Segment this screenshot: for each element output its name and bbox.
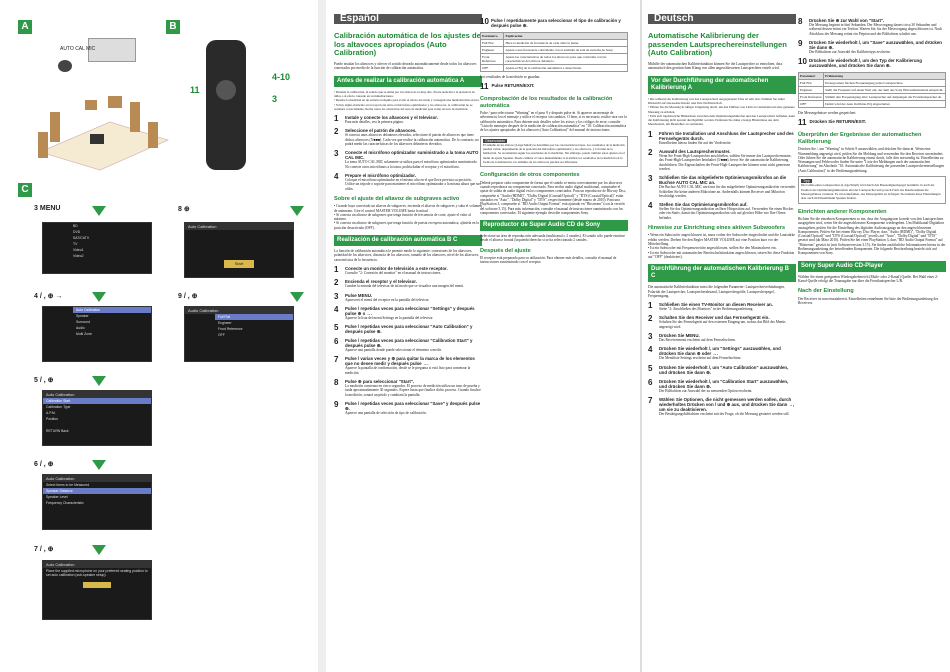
- check-results-heading: Comprobación de los resultados de la calibración automática: [480, 96, 613, 109]
- section-bar-perform: Realización de calibración automática B C: [334, 235, 482, 246]
- step-item: 2 Encienda el receptor y el televisor. Cambie la entrada del televisor de tal modo que se visualice una imagen del menú.: [334, 278, 464, 289]
- perform-text: La función de calibración automática le permite medir lo siguiente: conexiones de los altavoces, polaridad de los altavoces, distancia de los altavoces, tamaño de los altavoces, nivel de los altavoces, característica de la frecuencia.: [334, 249, 479, 262]
- other-components-text: Deberá preparar cada componente de forma que el sonido se emita correctamente por los altavoces cuando reproduzca un componente conectado. Para recibir audio digital multicanal, compruebe el ajuste de salida de audio digital en los componentes conectados. Para un reproductor de Blu-ray Disc, compruebe si "Audio (HDMI)", "Dolby Digital (Coaxial/Optical)" y "DTS (Coaxial/Optical)" están ajustados en "Auto", "Dolby Digital" y "DTS", respectivamente (desde marzo de 2010). Para una PlayStation 3, compruebe si "BD Audio Output Format" está ajustado en "Bitstream" (con la versión del software 3.15). Para más información, consulte el manual de instrucciones suministrado con los componentes conectados. El siguiente ejemplo describe componentes Sony.: [480, 180, 627, 215]
- section-title: Automatische Kalibrierung der passenden Lautsprechereinstellungen (Auto Calibration): [648, 31, 787, 58]
- check-results-heading: Überprüfen der Ergebnisse der automatischen Kalibrierung: [798, 132, 922, 145]
- step-item: 4 Drücken Sie wiederholt /, um "Settings" auszuwählen, und drücken Sie dann ⊕ oder →. Die Menüliste Settings erscheint auf dem Fernsehschirm.: [648, 345, 781, 361]
- label-b: B: [166, 20, 180, 34]
- arrow-icon: [92, 206, 106, 216]
- fig-step-3: 3 MENU: [34, 205, 61, 212]
- arrow-icon: [92, 292, 106, 302]
- after-setup-text: Der Receiver ist nun einsatzbereit. Einzelheiten entnehmen Sie bitte der Bedienungsanleitung des Receivers.: [798, 296, 939, 305]
- step-item: 1 Instale y conecte los altavoces y el televisor. Para más detalles, vea la primera página.: [334, 114, 438, 125]
- spanish-column-1: [334, 14, 482, 664]
- section-title: Calibración automática de los ajustes de los altavoces apropiados (Auto Calibration): [334, 31, 481, 58]
- label-a: A: [18, 20, 32, 34]
- perform-text: Die automatische Kalibrierfunktion misst die folgenden Parameter: Lautsprecherverbindungen, Polarität der Lautsprecher, Lautsprecherabstand, Lautsprechergröße, Lautsprecherpegel, Frequenzgang.: [648, 285, 785, 298]
- fig-step-4: 4 / , ⊕ →: [34, 293, 63, 300]
- calibration-type-table: Parámetro Explicación Full Flat Hace la medición de frecuencia de cada altavoz plana. Engineer Ajusta a una frecuencia coincidente con el estándar de sala de escucha de Sony. Front Reference Ajusta las características de todos los altavoces para que coincidan con las características del altavoz delantero. OFF Ajusta el EQ de la calibración automática a desactivado.: [480, 32, 628, 72]
- step-item: 5 Drücken Sie wiederholt /, um "Auto Calibration" auszuwählen, und drücken Sie dann ⊕.: [648, 363, 789, 375]
- step-item: 8 Pulse ⊕ para seleccionar "Start". La medición comienza en cinco segundos. El proceso de medición utiliza un tono de prueba y tarda aproximadamente 30 segundos. Espere hasta que finalice dicho proceso. Cuando finalice la medición, sonará un pitido y cambiará la pantalla.: [334, 377, 481, 397]
- step-item: 2 Schalten Sie den Receiver und das Fernsehgerät ein. Schalten Sie das Fernsehgerät auf den externen Eingang um, sodass das Bild des Menüs angezeigt wird.: [648, 314, 786, 329]
- section-bar-before: Antes de realizar la calibración automática A: [334, 76, 482, 87]
- step-item: 8 Drücken Sie ⊕ zur Wahl von "Start". Die Messung beginnt in fünf Sekunden. Der Messvorgang dauert circa 30 Sekunden und während dessen ertönt ein Testton. Warten Sie, bis der Messvorgang abgeschlossen ist. Nach Abschluss der Messung ertönt ein Piepton und der Bildschirm schaltet um.: [798, 17, 943, 36]
- arrow-icon: [290, 206, 304, 216]
- tv-screen-measure-items: Auto Calibration Select Items to be Measured Speaker Distance Speaker Level Frequency Characteristic: [42, 474, 152, 530]
- check-results-text: Drücken Sie /, um "Warning" in Schritt 9 auszuwählen, und drücken Sie dann ⊕. Wenn eine Warnmeldung angezeigt wird, prüfen Sie die Meldung und verwenden Sie den Receiver unverändert. Oder führen Sie die automatische Kalibrierung erneut durch, falls dies notwendig ist. Einzelheiten zu Warnungen und Fehlercodes finden Sie unter "Liste der Meldungen nach der automatischen Kalibrierung" im Abschnitt "10: Automatische Kalibrierung der passenden Lautsprechereinstellungen (Auto Calibration)" in der Bedienungsanleitung.: [798, 147, 945, 173]
- after-setup-text: El receptor está preparado para su utilización. Para obtener más detalles, consulte el manual de instrucciones suministrado con el receptor.: [480, 256, 617, 265]
- subwoofer-text: • Cuando haya conectado un altavoz de subgraves, encienda el altavoz de subgraves y suba el volumen de antemano. Gire el control MASTER VOLUME hasta la mitad. • Si conecta un altavoz de subgraves que tenga función de frecuencia de corte, ajuste el valor al máximo. • Si conecta un altavoz de subgraves que tenga función de puesta en espera automática, ajústela en la posición desactivada (OFF).: [334, 204, 482, 230]
- arrow-icon: [92, 460, 106, 470]
- page-fold: [318, 0, 326, 672]
- after-setup-heading: Nach der Einstellung: [798, 288, 854, 295]
- step-item: 3 Pulse MENU. Aparecerá el menú del receptor en la pantalla del televisor.: [334, 291, 430, 302]
- section-bar-before: Vor der Durchführung der automatischen Kalibrierung A: [648, 76, 796, 94]
- intro-text: Mithilfe der automatischen Kalibrierfunktion können Sie die Lautsprecher so einrichten, dass automatisch den gewünschten Klang von allen angeschlossenen Lautsprechern erzielt wird.: [648, 62, 783, 71]
- spanish-column-2: [480, 14, 628, 664]
- figure-panel: [0, 0, 318, 672]
- step-item: 4 Pulse / repetidas veces para seleccionar "Settings" y después pulse ⊕ o →. Aparece la lista del menú Settings en la pantalla del televisor.: [334, 304, 475, 320]
- step-item: 1 Führen Sie Installation und Anschluss der Lautsprecher und des Fernsehgeräts durch. Einzelheiten hierzu finden Sie auf der Vorderseite.: [648, 129, 794, 145]
- step-item: 3 Conecte el micrófono optimizador suministrado a la toma AUTO CAL MIC. La toma AUTO CAL MIC solamente se utiliza para el micrófono optimizador suministrado. No conecte otros micrófonos a la toma, podría dañar el receptor y el micrófono.: [334, 149, 479, 169]
- room-illustration: [30, 82, 170, 172]
- step-item: 2 Seleccione el patrón de altavoces. Si conecta unos altavoces delanteros elevados, seleccione el patrón de altavoces que tiene dichos altavoces (5/■■■). Cada vez que realice la calibración automática. De lo contrario, no podrá medir las características de los altavoces delanteros elevados.: [334, 127, 479, 147]
- tv-screen-start: Auto Calibration Start: [184, 222, 294, 278]
- fig-step-7: 7 / , ⊕: [34, 546, 54, 553]
- other-components-heading: Configuración de otros componentes: [480, 172, 580, 179]
- intro-text: Puede instalar los altavoces y ofrecer el sonido deseado automáticamente desde todos los altavoces conectados por medio de la función de calibración automática.: [334, 62, 477, 71]
- step-item: 6 Pulse / repetidas veces para seleccionar "Calibration Start" y después pulse ⊕. Aparece una pantalla donde puede seleccionar el elemento a medir.: [334, 337, 473, 353]
- arrow-icon: [290, 292, 304, 302]
- callout-410: 4-10: [272, 72, 291, 82]
- arrow-icon: [92, 376, 106, 386]
- caution-bullets: • Die während der Kalibrierung von den Lautsprechern ausgegebenen Töne ist sehr laut. Nehmen Sie daher Rücksicht auf anwesende Kinder oder Ihre Nachbarschaft. • Führen Sie die Messung in ruhiger Umgebung durch, um den Einfluss von Lärm zu vermeiden und eine genauere Messung zu erhalten. • Falls sich irgendwelche Hindernisse zwischen dem Optimierungsmikrofon und den Lautsprechern befinden, kann die Kalibrierung nicht korrekt durchgeführt werden. Entfernen Sie daher etwaige Hindernisse aus dem Messbereich, um Messfehler zu vermeiden.: [648, 96, 795, 127]
- tip-note: Tipp Die Größe eines Lautsprechers (Large/Small) wird durch den Basszeitigkeitspegel bestimmt. Je nach der Position des Optimierungsmikrofons und der Lautsprecher und je nach Form des Raums können die Messergebnisse variieren. Es wird empfohlen, das Messergebnis zu befolgen. Sie können diese Einstellungen aber auch im Einstellmenü Speaker ändern.: [798, 176, 946, 203]
- remote-dpad: [216, 80, 236, 100]
- label-c: C: [18, 183, 32, 197]
- tv-screen-settings: Auto Calibration Speaker Surround Audio Multi Zone: [42, 306, 152, 362]
- start-option: Start: [224, 260, 254, 268]
- subwoofer-text: • Wenn ein Subwoofer angeschlossen ist, muss vorher der Subwoofer eingeschaltet und die Lautstärke erhöht werden. Drehen Sie den Regler MASTER VOLUME auf eine Position kurz vor der Mittelstellung. • Ist ein Subwoofer mit Frequenzweiche angeschlossen, stellen Sie den Maximalwert ein. • Ist ein Subwoofer mit automatischer Bereitschaftsfunktion angeschlossen, setzen Sie diese Funktion auf "OFF" (deaktiviert).: [648, 233, 796, 259]
- subwoofer-heading: Hinweise zur Einrichtung eines aktiven Subwoofers: [648, 225, 786, 232]
- page-divider: [640, 0, 642, 672]
- after-setup-heading: Después del ajuste: [480, 247, 531, 254]
- step-item: 9 Drücken Sie wiederholt /, um "Save" auszuwählen, und drücken Sie dann ⊕. Der Bildschirm zur Auswahl des Kalibriertyps erscheint.: [798, 38, 942, 54]
- step-item: 3 Schließen Sie das mitgelieferte Optimierungsmikrofon an die Buchse AUTO CAL MIC an. Die Buchse AUTO CAL MIC wird nur für das mitgelieferte Optimierungsmikrofon verwendet. Schließen Sie keine anderen Mikrofone an. Andernfalls können Receiver und Mikrofon beschädigt werden.: [648, 174, 796, 198]
- table-note: Die Messergebnisse werden gespeichert.: [798, 111, 857, 116]
- german-column-1: [648, 14, 796, 664]
- step-item: 6 Drücken Sie wiederholt /, um "Calibration Start" auszuwählen, und drücken Sie dann ⊕. Der Bildschirm zur Auswahl der zu messenden Option erscheint.: [648, 377, 789, 393]
- step-item: 1 Schließen Sie einen TV-Monitor an diesen Receiver an. Siehe "2: Anschließen des Monitors" in der Bedienungsanleitung.: [648, 301, 773, 312]
- step-item: 5 Pulse / repetidas veces para seleccionar "Auto Calibration" y después pulse ⊕.: [334, 323, 473, 335]
- start-button-shot: [83, 582, 111, 588]
- table-note: Los resultados de la medición se guardan.: [480, 75, 541, 79]
- step-item: 9 Pulse / repetidas veces para seleccionar "Save" y después pulse ⊕. Aparece una pantalla de selección de tipo de calibración.: [334, 399, 481, 415]
- step-item: 4 Prepare el micrófono optimizador. Coloque el micrófono optimizador en el mismo alto en el que lleva prevista su posición. Utilice un trípode o soporte para mantener el micrófono optimizador a la misma altura que sus oídos.: [334, 171, 481, 191]
- arrow-icon: [92, 545, 106, 555]
- step-item: 1 Conecte un monitor de televisión a este receptor. Consulte "2: Conexión del monitor" en el manual de instrucciones.: [334, 264, 448, 275]
- language-heading: Deutsch: [648, 14, 796, 24]
- step-item: 11 Pulse RETURN/EXIT.: [480, 82, 535, 92]
- calibration-type-table: Parameter Erläuterung Full Flat Erzeugt einen flachen Frequenzgang jedes Lautsprechers. Engineer Stellt die Frequenz auf einen Wert ein, der dem des Sony Hörraumstandards entspricht. Front Reference Stimmt den Frequenzgang aller Lautsprecher auf denjenigen der Frontlautsprecher ab. OFF Damit wird der Auto Kalibrier-EQ abgeschaltet.: [798, 72, 946, 108]
- step-item: 7 Wählen Sie Optionen, die nicht gemessen werden sollen, durch wiederholtes Drücken von / und ⊕ aus, und drücken Sie dann →, um sie zu deaktivieren. Der Bestätigungsbildschirm erscheint mit der Frage, ob die Messung gestartet werden soll.: [648, 395, 795, 416]
- step-item: 11 Drücken Sie RETURN/EXIT.: [798, 118, 867, 128]
- step-item: 7 Pulse / varias veces y ⊕ para quitar la marca de los elementos que no desee medir y después pulse →. Aparece la pantalla de confirmación, desde se le pregunta si está listo para comenzar la medición.: [334, 355, 475, 375]
- step-item: 2 Auswahl des Lautsprechermuster. Wenn Sie Front-High-Lautsprecher anschließen, wählen Sie immer das Lautsprechermuster, das Front-High-Lautsprecher beinhaltet (5/■■■), bevor Sie die automatische Kalibrierung durchführen. Die Eigenschaften der Front-High-Lautsprecher können sonst nicht gemessen werden.: [648, 148, 792, 171]
- step-item: 4 Stellen Sie das Optimierungsmikrofon auf. Stellen Sie das Optimierungsmikrofon an Ihrer Hörposition auf. Verwenden Sie einen Hocker oder ein Stativ, damit das Optimierungsmikrofon sich auf gleicher Höhe wie Ihre Ohren befindet.: [648, 201, 794, 220]
- language-heading: Español: [334, 14, 482, 24]
- section-bar-perform: Durchführung der automatischen Kalibrierung B C: [648, 264, 796, 282]
- fig-step-5: 5 / , ⊕: [34, 377, 54, 384]
- caution-bullets: • Durante la calibración, el sonido que se emite por los altavoces es muy alto. Preste atención a la presencia de niños o al efecto causado en su inmediaciones. • Realice la medición en un entorno tranquilo para evitar el efecto del ruido y conseguir una medición más exacta. • Si hay algún obstáculo en la trayectoria entre el micrófono optimizador y los altavoces, la calibración no se realizará correctamente. Retire todos los obstáculos del área de medición para evitar errores de medición.: [334, 89, 480, 111]
- other-components-heading: Einrichten anderer Komponenten: [798, 208, 887, 215]
- sacd-text: Wählen Sie einen geeigneten Wiedergabebereich (Multi- oder 2-Kanal) Quelle. Bei Wahl einer 2-Kanal-Quelle erfolgt die Tonausgabe nur über die Frontlautsprecher L/R.: [798, 274, 939, 283]
- step-item: 10 Pulse / repetidamente para seleccionar el tipo de calibración y después pulse ⊕.: [480, 17, 621, 28]
- microphone-illustration: [58, 60, 72, 72]
- german-column-2: [798, 14, 946, 664]
- step-item: 3 Drücken Sie MENU. Das Receivermenü erscheint auf dem Fernsehschirm.: [648, 331, 736, 342]
- step-item: 10 Drücken Sie wiederholt /, um den Typ der Kalibrierung auszuwählen, und drücken Sie dann ⊕.: [798, 57, 922, 69]
- tv-screen-mic-prompt: Auto Calibration Place the supplied microphone on your preferred seating position to set auto calibration (sub-speaker setup).: [42, 560, 152, 620]
- callout-11: 11: [190, 85, 200, 95]
- fig-step-9: 9 / , ⊕: [178, 293, 198, 300]
- fig-step-6: 6 / , ⊕: [34, 461, 54, 468]
- sacd-text: Seleccione un área de reproducción adecuada (multicanal o 2 canales). El sonido sólo puede emitirse desde el altavoz frontal (izquierdo/derecho si se ha seleccionado 2 canales.: [480, 234, 625, 243]
- check-results-text: Pulse / para seleccionar "Warning" en el paso 9 y después pulse ⊕. Si aparece un mensaje de advertencia, lea el mensaje y utilice el receptor sin cambios. O bien, si es necesario, realice otra vez la calibración automática. Para obtener más detalles sobre los avisos y los códigos de error, consulte "Lista de mensajes después de la medición de calibración automática" en "10: Calibración automática de los ajustes apropiados de los altavoces (Auto Calibration)" del manual de instrucciones.: [480, 111, 627, 133]
- fig-step-8: 8 ⊕: [178, 206, 190, 213]
- observation-note: Observación El tamaño de un altavoz (Large/Small) se determina por las características bajas. Los resultados de la medición pueden variar, dependiendo de la posición del micrófono optimizador y los altavoces, y la forma de la habitación. Se recomienda seguir los resultados de la medición. Sin embargo, puede cambiar estos ajustes en el menú de ajuste Speaker. Puede cambiar el valor manualmente si al utilizar los resultados de la medición en la forma de la habitación, los tamaños de los altavoces pueden ser diferentes.: [480, 136, 628, 168]
- callout-3: 3: [272, 94, 278, 104]
- other-components-text: Richten Sie die einzelnen Komponenten so ein, dass der Ausgangston korrekt von den Lautsprechern ausgegeben wird, wenn Sie die angeschlossene Komponente wiedergeben. Um Multikanal-Digitalton auszugeben, prüfen Sie die Einstellung des digitalen Audioausgangs an den angeschlossenen Komponenten. Prüfen Sie bei einem Blu-ray Disc Player, dass "Audio (HDMI)", "Dolby Digital (Coaxial/Optical)" und "DTS (Coaxial/Optical)" jeweils auf "Auto", "Dolby Digital" und "DTS" gesetzt sind (ab März 2010). Prüfen Sie bei einer PlayStation 3, dass "BD Audio Output Format" auf "Bitstream" gesetzt ist (mit Softwareversion 3.15). Sie finden ausführliche Informationen hierzu in der Bedienungsanleitung der betreffenden Komponente. Die folgende Beschreibung bezieht sich auf Komponenten von Sony.: [798, 216, 946, 256]
- tv-screen-autocal: Auto Calibration Calibration Start Calibration Type A.P.M. Position RETURN Back: [42, 390, 152, 446]
- autocal-mic-label: AUTO CAL MIC: [60, 46, 96, 52]
- tv-screen-menu: BD DVD SAT/CATV TV Video1 Video2: [42, 222, 152, 274]
- subwoofer-heading: Sobre el ajuste del altavoz de subgraves activo: [334, 195, 460, 202]
- section-bar-sacd: Sony Super Audio CD-Player: [798, 261, 946, 272]
- remote-control: [206, 40, 246, 170]
- section-bar-sacd: Reproductor de Super Audio CD de Sony: [480, 220, 628, 231]
- tv-screen-cal-type: Audio Calibration Full Flat Engineer Front Reference OFF: [184, 306, 294, 362]
